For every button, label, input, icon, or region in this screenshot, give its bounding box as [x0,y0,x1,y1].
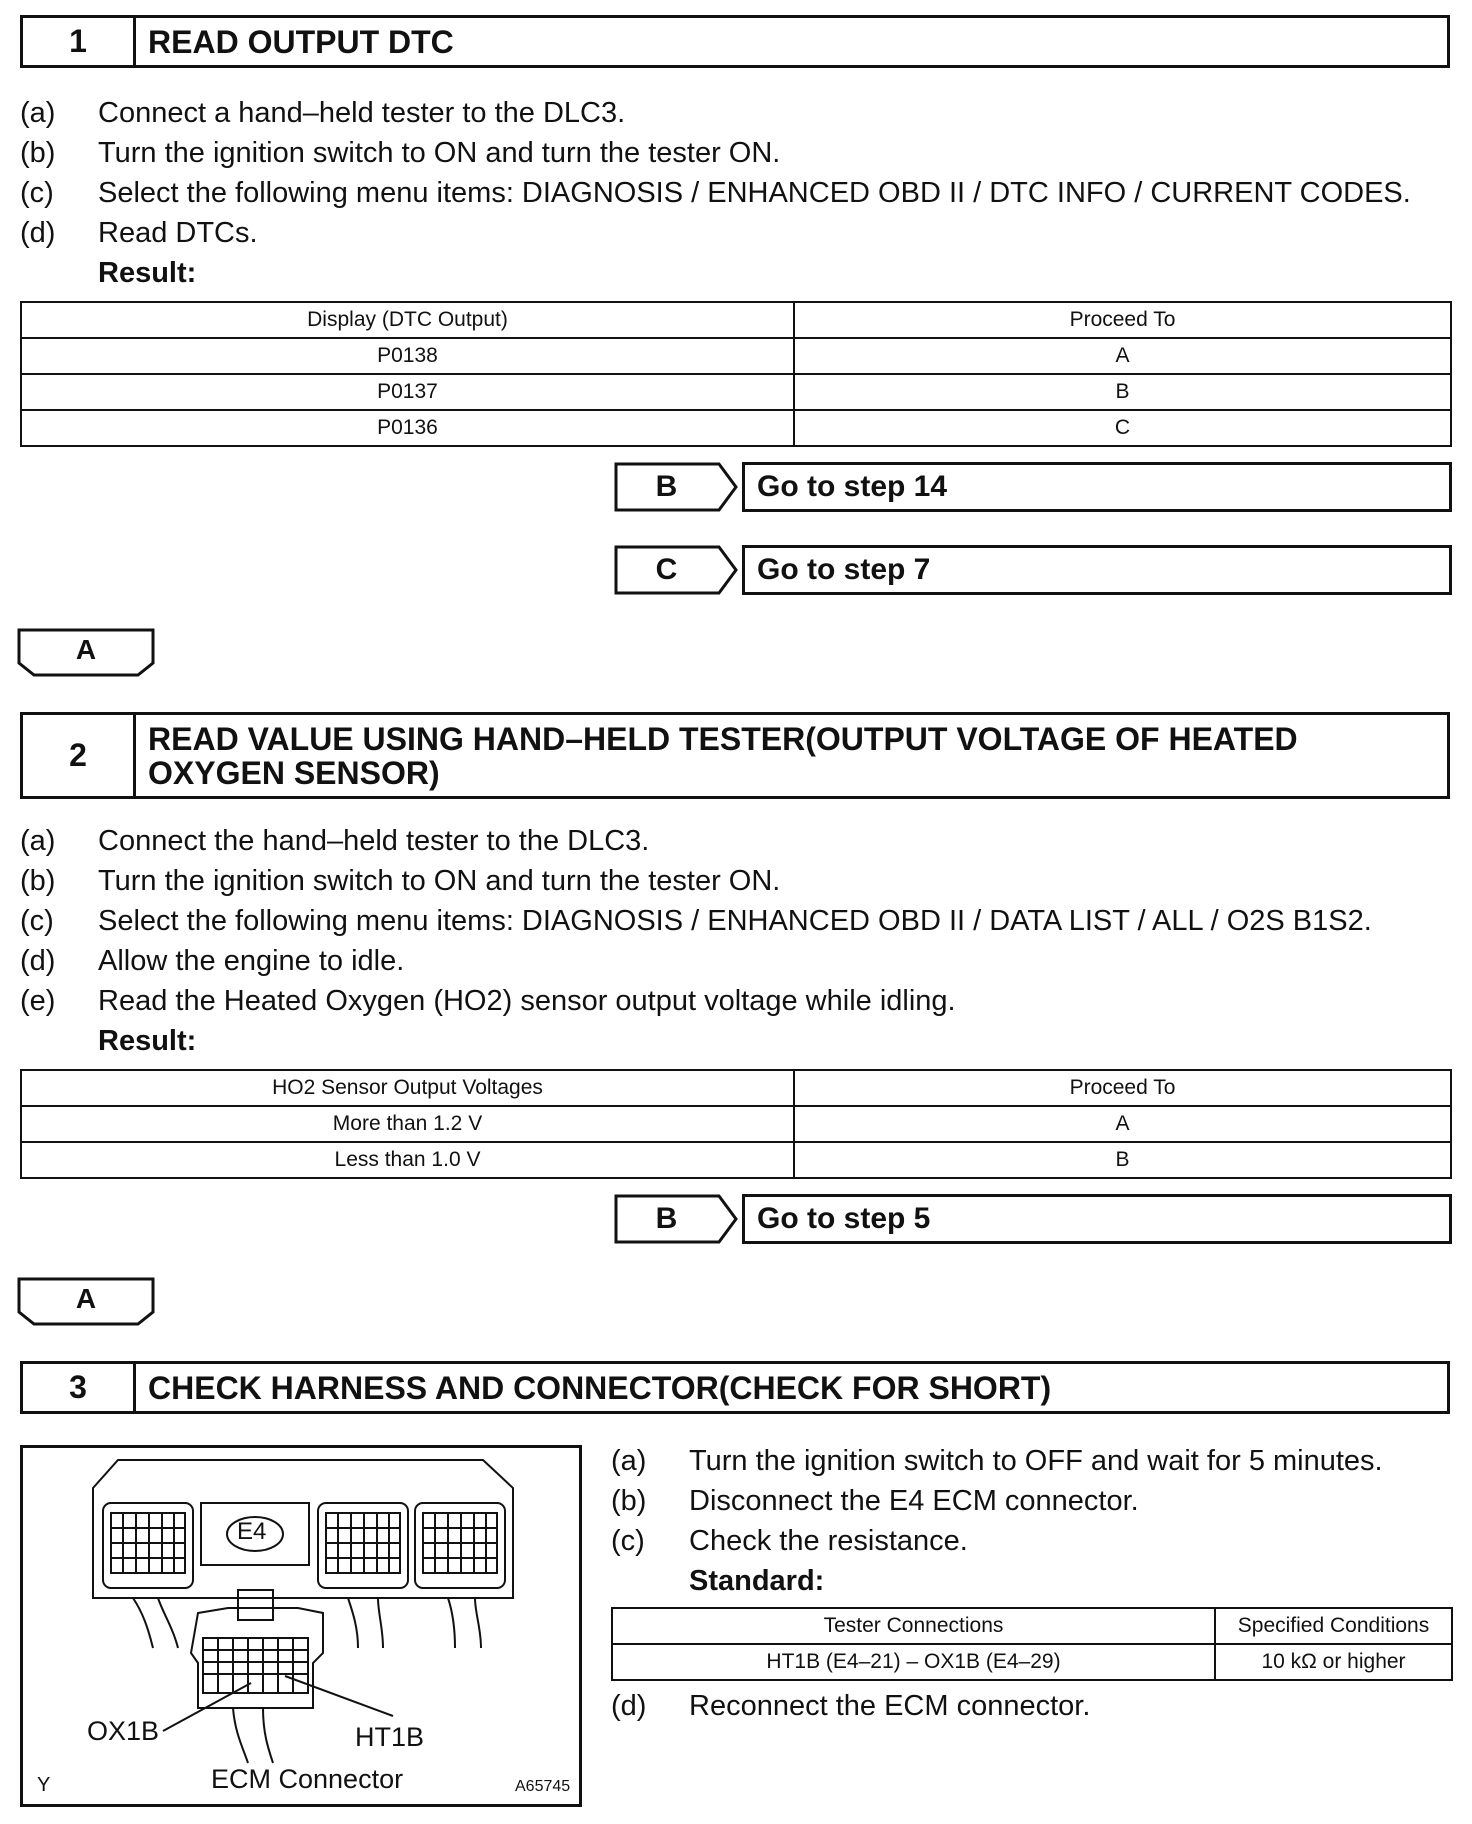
table-cell: A [794,1106,1451,1142]
table-header-row [21,1070,1451,1106]
ecm-connector-illustration [23,1448,579,1804]
branch-letter: C [655,553,678,586]
table-header: Specified Conditions [1215,1608,1452,1644]
table-cell: P0136 [21,410,794,446]
table-cell: HT1B (E4–21) – OX1B (E4–29) [612,1644,1215,1680]
table-header-row [612,1608,1452,1644]
step-3-after-instructions [611,1686,1451,1726]
step-1-header [20,15,1450,68]
instruction-item: (b) Disconnect the E4 ECM connector. [611,1485,1139,1517]
instruction-item: (e) Read the Heated Oxygen (HO2) sensor output voltage while idling. [20,985,956,1017]
dtc-result-table [20,301,1452,447]
standard-label: Standard: [689,1565,825,1597]
branch-b-go-to-step-5 [614,1194,1454,1244]
step-number: 1 [23,18,136,65]
branch-go-to: Go to step 5 [742,1194,1452,1244]
figure-code: A65745 [515,1778,571,1795]
branch-b-go-to-step-14 [614,462,1454,512]
step-number: 3 [23,1364,136,1411]
instruction-item: (c) Select the following menu items: DIAGNOSIS / ENHANCED OBD II / DTC INFO / CURRENT CODES. [20,177,1411,209]
instruction-item: (b) Turn the ignition switch to ON and turn the tester ON. [20,865,781,897]
ht1b-label: HT1B [355,1722,425,1752]
table-header-row [21,302,1451,338]
instruction-item: (d) Reconnect the ECM connector. [611,1690,1091,1722]
instruction-item: (d) Read DTCs. [20,217,258,249]
ox1b-label: OX1B [87,1716,160,1746]
table-header: Display (DTC Output) [21,302,794,338]
step-1-instructions [20,93,1460,253]
table-cell: Less than 1.0 V [21,1142,794,1178]
table-cell: B [794,1142,1451,1178]
step-3-header [20,1361,1450,1414]
table-row [21,338,1451,374]
continue-letter: A [75,634,97,665]
step-2-header [20,712,1450,799]
branch-go-to: Go to step 14 [742,462,1452,512]
figure-caption: ECM Connector [211,1764,404,1794]
table-header: HO2 Sensor Output Voltages [21,1070,794,1106]
table-row [21,410,1451,446]
table-cell: A [794,338,1451,374]
table-row [21,1106,1451,1142]
table-header: Tester Connections [612,1608,1215,1644]
table-header: Proceed To [794,302,1451,338]
table-row [21,1142,1451,1178]
table-cell: C [794,410,1451,446]
step-title: CHECK HARNESS AND CONNECTOR(CHECK FOR SHORT) [148,1369,1052,1406]
instruction-item: (a) Connect a hand–held tester to the DLC3. [20,97,626,129]
table-row [21,374,1451,410]
table-cell: More than 1.2 V [21,1106,794,1142]
step-2-instructions [20,821,1460,1021]
ecm-connector-figure [20,1445,582,1807]
continue-a-arrow [17,628,155,678]
table-cell: P0138 [21,338,794,374]
connector-id-label: E4 [237,1518,267,1545]
table-row [612,1644,1452,1680]
branch-go-to: Go to step 7 [742,545,1452,595]
table-header: Proceed To [794,1070,1451,1106]
step-3-instructions [611,1441,1451,1561]
result-label: Result: [98,1025,197,1057]
step-number: 2 [23,715,136,796]
instruction-item: (b) Turn the ignition switch to ON and turn the tester ON. [20,137,781,169]
table-cell: 10 kΩ or higher [1215,1644,1452,1680]
instruction-item: (a) Turn the ignition switch to OFF and wait for 5 minutes. [611,1445,1383,1477]
continue-letter: A [75,1283,97,1314]
table-cell: P0137 [21,374,794,410]
ho2-result-table [20,1069,1452,1179]
table-cell: B [794,374,1451,410]
step-title: READ VALUE USING HAND–HELD TESTER(OUTPUT VOLTAGE OF HEATED OXYGEN SENSOR) [148,720,1298,791]
branch-letter: B [655,470,678,503]
instruction-item: (c) Select the following menu items: DIAGNOSIS / ENHANCED OBD II / DATA LIST / ALL / O2S B1S2. [20,905,1372,937]
corner-mark: Y [37,1774,51,1796]
continue-a-arrow [17,1277,155,1327]
instruction-item: (a) Connect the hand–held tester to the DLC3. [20,825,650,857]
instruction-item: (c) Check the resistance. [611,1525,968,1557]
result-label: Result: [98,257,197,289]
step-title: READ OUTPUT DTC [148,23,454,60]
branch-letter: B [655,1202,678,1235]
resistance-standard-table [611,1607,1453,1681]
instruction-item: (d) Allow the engine to idle. [20,945,405,977]
branch-c-go-to-step-7 [614,545,1454,595]
